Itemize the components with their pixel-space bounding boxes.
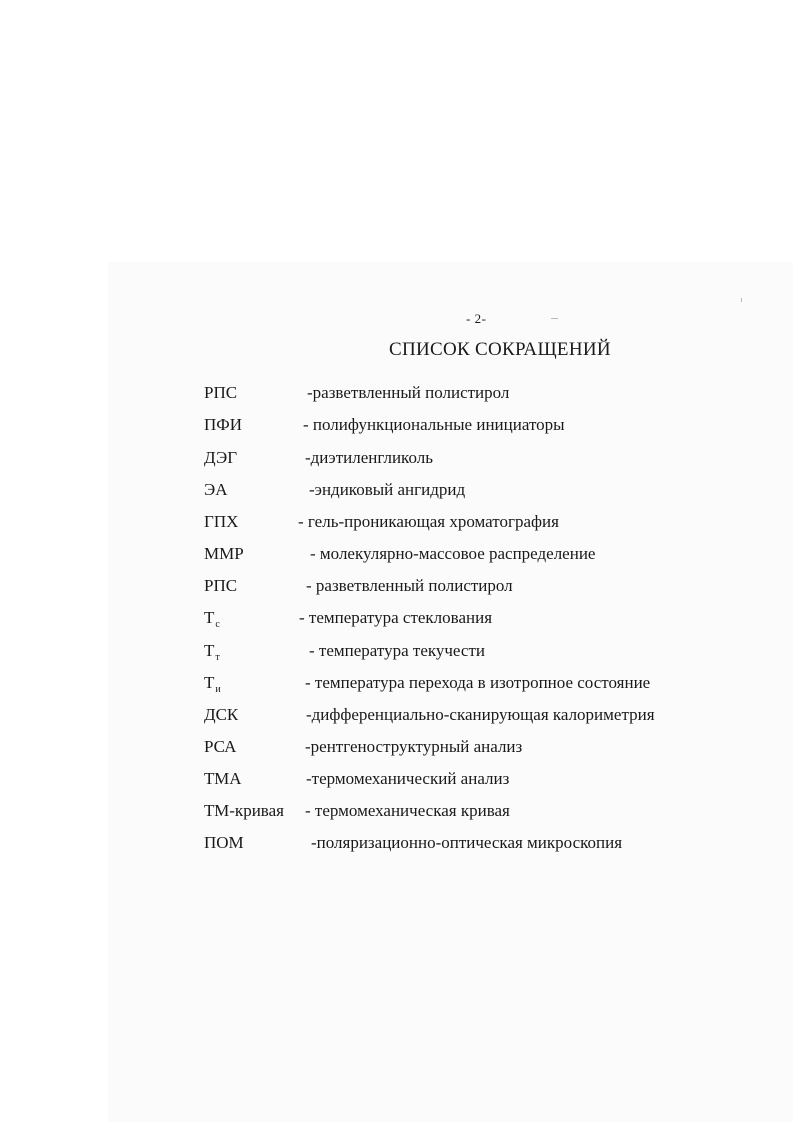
abbreviation-term: ТМА [204,769,242,788]
abbreviation-term: ПФИ [204,415,242,434]
list-item [0,673,793,701]
abbreviation-term: $Т_с$ [204,608,220,630]
abbreviation-term: $Т_и$ [204,673,221,695]
page-number: - 2- [466,311,487,326]
abbreviation-term: $Т_т$ [204,641,220,663]
abbreviation-definition: - температура стеклования [299,608,493,627]
list-item [0,705,793,733]
abbreviation-definition: - молекулярно-массовое распределение [310,544,596,563]
scan-speck [551,318,558,319]
abbreviation-definition: -диэтиленгликоль [305,448,433,467]
abbreviation-term: ДСК [204,705,239,724]
list-item [0,801,793,829]
abbreviation-definition: -разветвленный полистирол [307,383,510,402]
abbreviation-definition: - температура текучести [309,641,485,660]
abbreviation-definition: -дифференциально-сканирующая калориметрия [306,705,655,724]
list-item [0,448,793,476]
abbreviation-term: ЭА [204,480,228,499]
abbreviation-term: ДЭГ [204,448,238,467]
abbreviation-definition: - температура перехода в изотропное состояние [305,673,651,692]
list-item [0,769,793,797]
list-item [0,737,793,765]
list-item [0,480,793,508]
list-item [0,512,793,540]
page-title: СПИСОК СОКРАЩЕНИЙ [389,339,611,360]
abbreviation-term: РПС [204,383,238,402]
list-item [0,383,793,411]
list-item [0,576,793,604]
abbreviation-definition: - разветвленный полистирол [306,576,513,595]
abbreviation-definition: - полифункциональные инициаторы [303,415,565,434]
abbreviation-term: ГПХ [204,512,239,531]
scan-speck [741,298,742,302]
abbreviation-definition: - гель-проникающая хроматография [298,512,559,531]
abbreviation-term: ПОМ [204,833,244,852]
abbreviation-definition: -термомеханический анализ [306,769,510,788]
list-item [0,544,793,572]
abbreviation-definition: -рентгеноструктурный анализ [305,737,523,756]
list-item [0,833,793,861]
abbreviation-term: ТМ-кривая [204,801,284,820]
abbreviation-definition: -поляризационно-оптическая микроскопия [311,833,623,852]
list-item [0,415,793,443]
abbreviation-term: ММР [204,544,244,563]
abbreviation-definition: -эндиковый ангидрид [309,480,466,499]
abbreviation-term: РПС [204,576,238,595]
list-item [0,641,793,669]
abbreviation-term: РСА [204,737,237,756]
abbreviation-definition: - термомеханическая кривая [305,801,510,820]
list-item [0,608,793,636]
